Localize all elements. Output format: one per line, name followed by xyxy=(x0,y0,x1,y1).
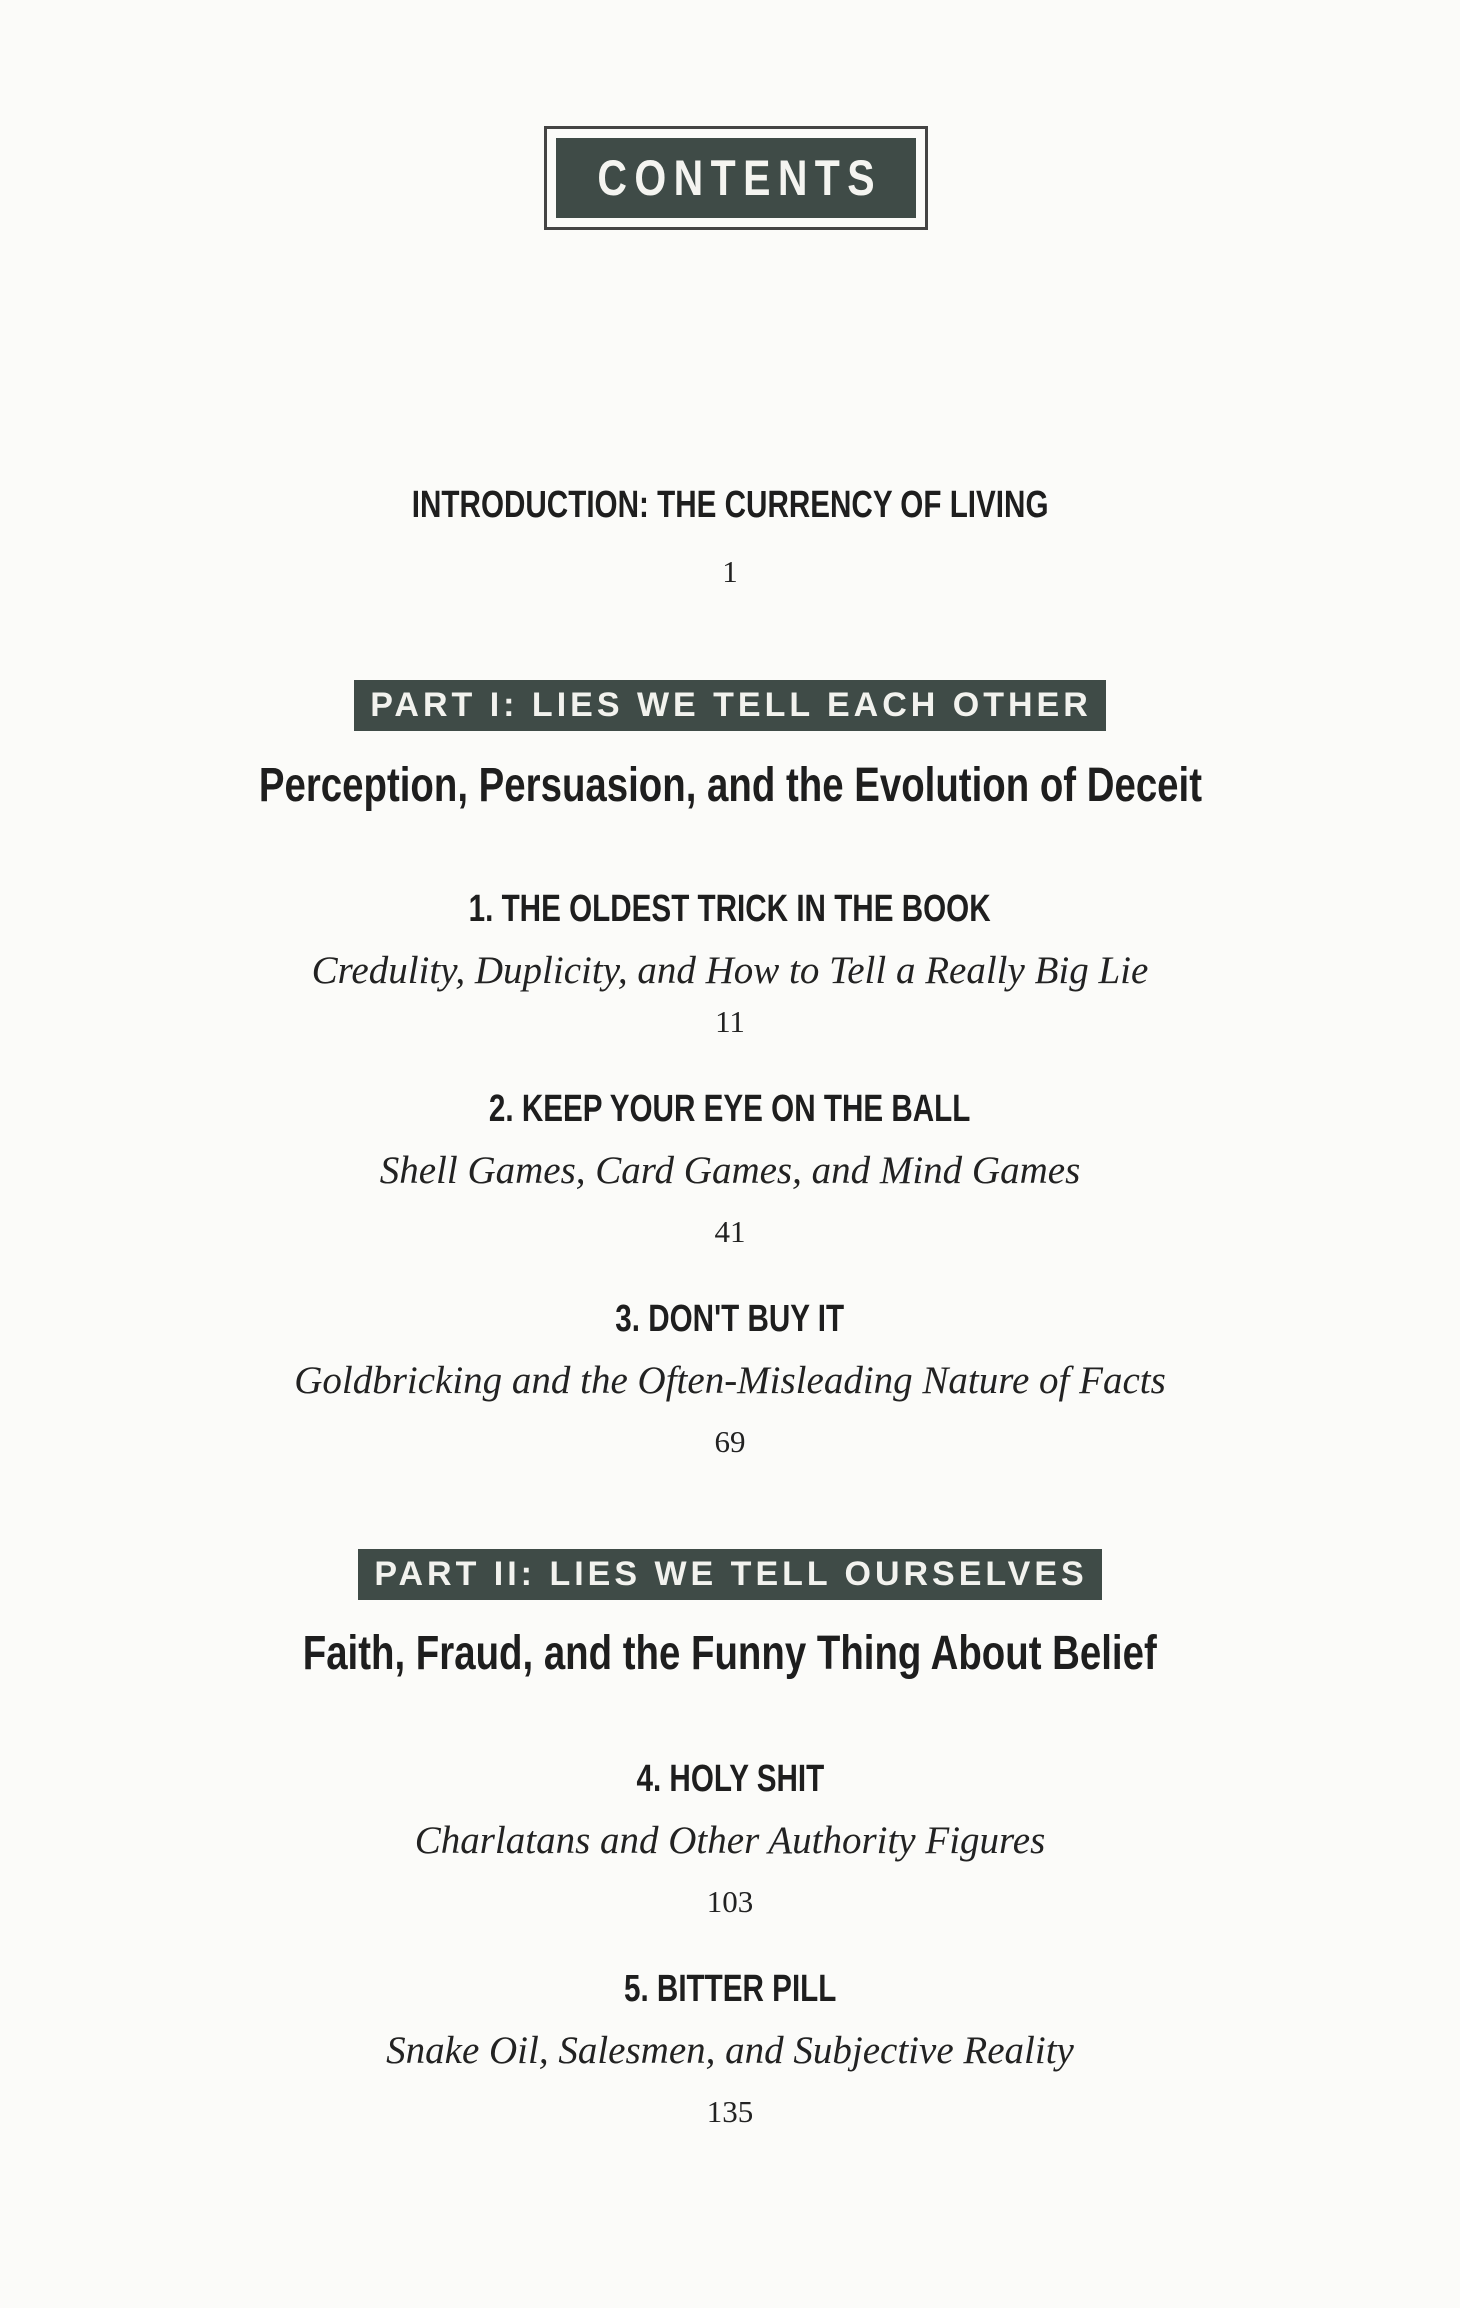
chapter-5-subtitle: Snake Oil, Salesmen, and Subjective Reality xyxy=(386,2029,1074,2072)
part-2-subtitle: Faith, Fraud, and the Funny Thing About Belief xyxy=(302,1627,1157,1680)
part-1-banner: PART I: LIES WE TELL EACH OTHER xyxy=(354,680,1106,731)
chapter-1-title: 1. THE OLDEST TRICK IN THE BOOK xyxy=(468,888,992,930)
part-2-banner-wrap xyxy=(0,1549,1460,1600)
chapter-3-entry[interactable] xyxy=(0,1298,1460,1341)
chapter-3-subtitle: Goldbricking and the Often-Misleading Nature of Facts xyxy=(294,1359,1166,1402)
chapter-5-title: 5. BITTER PILL xyxy=(623,1968,837,2010)
part-1-subtitle: Perception, Persuasion, and the Evolution of Deceit xyxy=(258,759,1202,812)
chapter-2-title: 2. KEEP YOUR EYE ON THE BALL xyxy=(489,1088,971,1130)
introduction-page-number: 1 xyxy=(722,554,738,589)
chapter-4-page-number: 103 xyxy=(706,1884,754,1919)
contents-heading: CONTENTS xyxy=(597,150,882,206)
chapter-4-subtitle: Charlatans and Other Authority Figures xyxy=(414,1819,1046,1862)
chapter-5-page-number: 135 xyxy=(706,2094,754,2129)
contents-heading-banner xyxy=(556,138,916,218)
chapter-1-page-number: 11 xyxy=(715,1004,745,1039)
chapter-2-entry[interactable] xyxy=(0,1088,1460,1131)
chapter-4-entry[interactable] xyxy=(0,1758,1460,1801)
part-1-banner-wrap xyxy=(0,680,1460,731)
chapter-3-title: 3. DON'T BUY IT xyxy=(615,1298,845,1340)
chapter-5-entry[interactable] xyxy=(0,1968,1460,2011)
part-2-banner: PART II: LIES WE TELL OURSELVES xyxy=(358,1549,1101,1600)
introduction-entry[interactable] xyxy=(0,484,1460,527)
chapter-4-title: 4. HOLY SHIT xyxy=(636,1758,824,1800)
chapter-2-page-number: 41 xyxy=(714,1214,746,1249)
chapter-1-subtitle: Credulity, Duplicity, and How to Tell a Really Big Lie xyxy=(311,949,1149,992)
introduction-title: INTRODUCTION: THE CURRENCY OF LIVING xyxy=(411,484,1049,526)
chapter-1-entry[interactable] xyxy=(0,888,1460,931)
chapter-2-subtitle: Shell Games, Card Games, and Mind Games xyxy=(379,1149,1081,1192)
contents-heading-box xyxy=(544,126,928,230)
chapter-3-page-number: 69 xyxy=(714,1424,746,1459)
